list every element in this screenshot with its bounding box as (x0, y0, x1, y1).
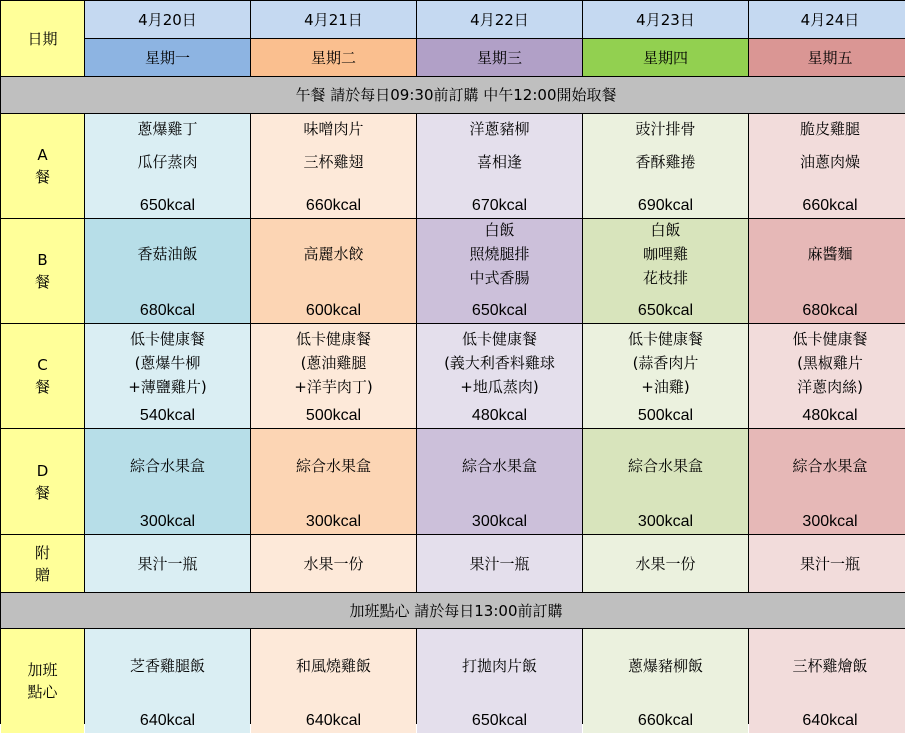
dish-name: 和風燒雞飯 (295, 657, 371, 675)
dish-name: 蔥爆豬柳飯 (627, 657, 703, 675)
dish-name: 麻醬麵 (807, 245, 853, 263)
weekday-cell-fri (749, 39, 905, 76)
calorie-value: 640kcal (802, 711, 858, 729)
extra-item: 水果一份 (635, 554, 696, 573)
date-text: 4月22日 (470, 10, 529, 29)
calorie-value: 300kcal (139, 512, 196, 530)
calorie-value: 300kcal (637, 512, 694, 530)
dish-name: 三杯雞翅 (303, 153, 364, 171)
extra-fri (749, 535, 905, 592)
date-text: 4月23日 (636, 10, 695, 29)
meal-c-thu (583, 324, 748, 428)
dish-name: 洋蔥豬柳 (469, 120, 530, 138)
weekday-text: 星期三 (476, 48, 522, 67)
lunch-banner-text: 午餐 請於每日09:30前訂購 中午12:00開始取餐 (295, 86, 617, 104)
date-label-text: 日期 (27, 29, 58, 48)
date-cell-thu (583, 1, 748, 38)
calorie-value: 300kcal (305, 512, 362, 530)
snack-wed (417, 629, 582, 733)
calorie-value: 660kcal (305, 196, 362, 214)
extra-tue (251, 535, 416, 592)
meal-label-word: 餐 (34, 483, 50, 502)
meal-label-word: 餐 (34, 273, 50, 291)
meal-c-tue (251, 324, 416, 428)
meal-b-thu (583, 219, 748, 323)
meal-label-letter: B (37, 251, 48, 269)
meal-c-wed (417, 324, 582, 428)
dish-name: 中式香腸 (469, 269, 530, 287)
weekday-text: 星期二 (310, 48, 356, 67)
dish-name: 咖哩雞 (642, 245, 688, 263)
meal-b-mon (85, 219, 250, 323)
snack-mon (85, 629, 250, 733)
extra-wed (417, 535, 582, 592)
dish-name: 瓜仔蒸肉 (137, 153, 198, 171)
calorie-value: 480kcal (802, 406, 858, 424)
snack-fri (749, 629, 905, 733)
calorie-value: 500kcal (637, 406, 694, 424)
meal-c-mon (85, 324, 250, 428)
dish-name: 香酥雞捲 (635, 153, 696, 171)
meal-label-word: 餐 (34, 168, 50, 186)
meal-label-word: 餐 (34, 378, 50, 396)
dish-name: 低卡健康餐 (129, 330, 205, 348)
dish-name: 綜合水果盒 (792, 457, 868, 475)
dish-name: 高麗水餃 (303, 245, 364, 263)
calorie-value: 300kcal (802, 512, 858, 530)
calorie-value: 640kcal (139, 711, 196, 729)
calorie-value: 650kcal (139, 196, 196, 214)
date-cell-tue (251, 1, 416, 38)
date-cell-mon (85, 1, 250, 38)
date-text: 4月24日 (800, 10, 860, 29)
meal-d-tue (251, 429, 416, 534)
snack-banner (1, 593, 905, 628)
calorie-value: 660kcal (802, 196, 858, 214)
weekday-text: 星期一 (144, 48, 190, 67)
meal-a-fri (749, 114, 905, 218)
snack-tue (251, 629, 416, 733)
dish-name: 綜合水果盒 (627, 457, 703, 475)
calorie-value: 690kcal (637, 196, 694, 214)
dish-name: 豉汁排骨 (635, 120, 696, 138)
dish-name: 香菇油飯 (137, 245, 198, 263)
meal-label-d (1, 429, 84, 534)
meal-label-c (1, 324, 84, 428)
date-text: 4月21日 (304, 10, 363, 29)
meal-d-thu (583, 429, 748, 534)
dish-name: (蔥爆牛柳 (134, 354, 201, 372)
meal-a-wed (417, 114, 582, 218)
meal-d-fri (749, 429, 905, 534)
snack-label-line: 點心 (27, 683, 58, 701)
dish-name: 蔥爆雞丁 (137, 120, 198, 138)
calorie-value: 650kcal (637, 301, 694, 319)
dish-name: 綜合水果盒 (295, 457, 371, 475)
date-cell-fri (749, 1, 905, 38)
dish-name: 白飯 (650, 221, 681, 239)
meal-c-fri (749, 324, 905, 428)
extra-item: 果汁一瓶 (137, 554, 198, 573)
dish-name: +地瓜蒸肉) (460, 378, 539, 396)
extra-mon (85, 535, 250, 592)
extra-item: 水果一份 (303, 554, 364, 573)
dish-name: 低卡健康餐 (627, 330, 703, 348)
calorie-value: 670kcal (471, 196, 528, 214)
meal-a-tue (251, 114, 416, 218)
meal-label-a (1, 114, 84, 218)
dish-name: (黑椒雞片 (797, 354, 863, 372)
calorie-value: 680kcal (139, 301, 196, 319)
dish-name: 照燒腿排 (469, 245, 530, 263)
weekday-text: 星期四 (642, 48, 688, 67)
calorie-value: 480kcal (471, 406, 528, 424)
dish-name: 味噌肉片 (303, 120, 364, 138)
date-cell-wed (417, 1, 582, 38)
meal-a-mon (85, 114, 250, 218)
dish-name: 脆皮雞腿 (799, 120, 860, 138)
snack-thu (583, 629, 748, 733)
lunch-banner (1, 77, 905, 113)
calorie-value: 540kcal (139, 406, 196, 424)
weekday-cell-wed (417, 39, 582, 76)
snack-banner-text: 加班點心 請於每日13:00前訂購 (349, 601, 563, 620)
meal-label-b (1, 219, 84, 323)
meal-d-wed (417, 429, 582, 534)
calorie-value: 650kcal (471, 301, 528, 319)
dish-name: +油雞) (641, 378, 690, 396)
weekday-cell-mon (85, 39, 250, 76)
snack-label-line: 加班 (27, 661, 58, 679)
meal-label-letter: C (37, 356, 48, 374)
dish-name: 喜相逢 (476, 153, 522, 171)
dish-name: 白飯 (484, 221, 515, 239)
dish-name: 三杯雞燴飯 (792, 657, 868, 675)
dish-name: (蔥油雞腿 (300, 354, 367, 372)
calorie-value: 600kcal (305, 301, 362, 319)
calorie-value: 660kcal (637, 711, 694, 729)
weekday-text: 星期五 (807, 48, 853, 67)
dish-name: 低卡健康餐 (461, 330, 537, 348)
extra-item: 果汁一瓶 (469, 554, 530, 573)
calorie-value: 650kcal (471, 711, 528, 729)
dish-name: 綜合水果盒 (129, 457, 205, 475)
meal-b-wed (417, 219, 582, 323)
dish-name: 綜合水果盒 (461, 457, 537, 475)
calorie-value: 300kcal (471, 512, 528, 530)
dish-name: (義大利香料雞球 (444, 354, 555, 372)
dish-name: 油蔥肉燥 (799, 153, 860, 171)
dish-name: 芝香雞腿飯 (129, 657, 205, 675)
dish-name: 低卡健康餐 (295, 330, 371, 348)
meal-label-letter: A (37, 146, 48, 164)
extra-thu (583, 535, 748, 592)
meal-label-letter: D (36, 461, 49, 480)
dish-name: 洋蔥肉絲) (797, 378, 863, 396)
extra-item: 果汁一瓶 (799, 554, 860, 573)
meal-a-thu (583, 114, 748, 218)
dish-name: +洋芋肉丁) (294, 378, 373, 396)
dish-name: 花枝排 (642, 269, 688, 287)
dish-name: 打拋肉片飯 (461, 657, 537, 675)
date-header-label (1, 1, 84, 76)
weekday-cell-tue (251, 39, 416, 76)
dish-name: (蒜香肉片 (632, 354, 699, 372)
meal-b-fri (749, 219, 905, 323)
dish-name: +薄鹽雞片) (128, 378, 207, 396)
extra-label (1, 535, 84, 592)
calorie-value: 640kcal (305, 711, 362, 729)
extra-label-char: 附 (34, 543, 50, 562)
calorie-value: 680kcal (802, 301, 858, 319)
weekday-cell-thu (583, 39, 748, 76)
meal-b-tue (251, 219, 416, 323)
dish-name: 低卡健康餐 (792, 330, 868, 348)
date-text: 4月20日 (138, 10, 197, 29)
calorie-value: 500kcal (305, 406, 362, 424)
snack-label (1, 629, 84, 733)
extra-label-char: 贈 (34, 565, 50, 584)
meal-d-mon (85, 429, 250, 534)
